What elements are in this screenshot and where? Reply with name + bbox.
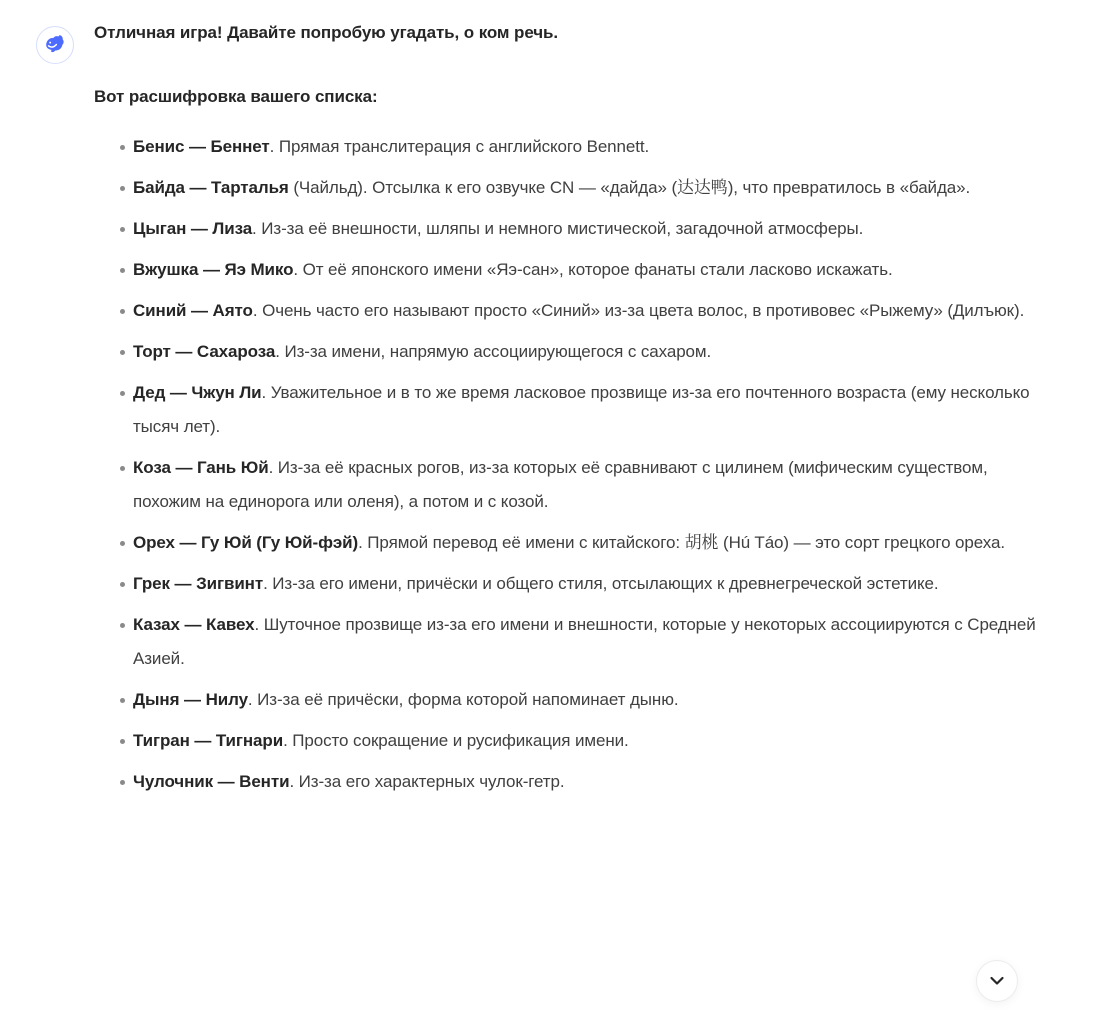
item-description: (Чайльд). Отсылка к его озвучке CN — «дайда» (达达鸭), что превратилось в «байда». (288, 178, 971, 197)
item-nickname-names: Дыня — Нилу (133, 690, 248, 709)
nickname-list-item (94, 765, 1040, 799)
nickname-list-item (94, 294, 1040, 328)
item-description: . Прямая транслитерация с английского Bennett. (269, 137, 650, 156)
message-content (94, 16, 1040, 806)
item-description: . От её японского имени «Яэ-сан», которое фанаты стали ласково искажать. (293, 260, 893, 279)
item-nickname-names: Вжушка — Яэ Мико (133, 260, 294, 279)
item-description: . Из-за его характерных чулок-гетр. (289, 772, 565, 791)
nickname-list-item (94, 451, 1040, 519)
item-nickname-names: Казах — Кавех (133, 615, 255, 634)
nickname-list-item (94, 253, 1040, 287)
item-description: . Из-за её красных рогов, из-за которых её сравнивают с цилинем (мифическим существом, похожим на единорога или оленя), а потом и с козой. (133, 458, 988, 511)
item-description: . Из-за имени, напрямую ассоциирующегося с сахаром. (275, 342, 712, 361)
item-description: . Из-за его имени, причёски и общего стиля, отсылающих к древнегреческой эстетике. (263, 574, 939, 593)
item-nickname-names: Цыган — Лиза (133, 219, 253, 238)
nickname-list-item (94, 376, 1040, 444)
item-description: . Уважительное и в то же время ласковое прозвище из-за его почтенного возраста (ему несколько тысяч лет). (133, 383, 1030, 436)
message-subtitle: Вот расшифровка вашего списка: (94, 87, 378, 106)
scroll-to-bottom-button[interactable] (976, 960, 1018, 1002)
nickname-list-item (94, 683, 1040, 717)
item-nickname-names: Коза — Гань Юй (133, 458, 269, 477)
chevron-down-icon (988, 972, 1006, 990)
item-nickname-names: Дед — Чжун Ли (133, 383, 262, 402)
nickname-list-item (94, 526, 1040, 560)
nickname-list-item (94, 171, 1040, 205)
item-description: . Из-за её причёски, форма которой напоминает дыню. (247, 690, 679, 709)
item-nickname-names: Торт — Сахароза (133, 342, 276, 361)
item-nickname-names: Тигран — Тигнари (133, 731, 284, 750)
nickname-list-item (94, 335, 1040, 369)
item-description: . Шуточное прозвище из-за его имени и внешности, которые у некоторых ассоциируются с Средней Азией. (133, 615, 1036, 668)
nickname-list-item (94, 608, 1040, 676)
nickname-list-item (94, 567, 1040, 601)
nickname-list-item (94, 130, 1040, 164)
item-nickname-names: Чулочник — Венти (133, 772, 290, 791)
item-description: . Из-за её внешности, шляпы и немного мистической, загадочной атмосферы. (252, 219, 864, 238)
item-description: . Очень часто его называют просто «Синий» из-за цвета волос, в противовес «Рыжему» (Дилъюк). (252, 301, 1025, 320)
item-nickname-names: Синий — Аято (133, 301, 253, 320)
item-description: . Просто сокращение и русификация имени. (283, 731, 629, 750)
item-nickname-names: Байда — Тарталья (133, 178, 289, 197)
assistant-avatar (36, 26, 74, 64)
deepseek-whale-icon (42, 32, 68, 58)
nickname-list (94, 130, 1040, 799)
item-description: . Прямой перевод её имени с китайского: 胡桃 (Hú Táo) — это сорт грецкого ореха. (358, 533, 1005, 552)
nickname-list-item (94, 212, 1040, 246)
item-nickname-names: Бенис — Беннет (133, 137, 270, 156)
item-nickname-names: Орех — Гу Юй (Гу Юй-фэй) (133, 533, 359, 552)
item-nickname-names: Грек — Зигвинт (133, 574, 264, 593)
nickname-list-item (94, 724, 1040, 758)
message-intro: Отличная игра! Давайте попробую угадать, о ком речь. (94, 23, 558, 42)
